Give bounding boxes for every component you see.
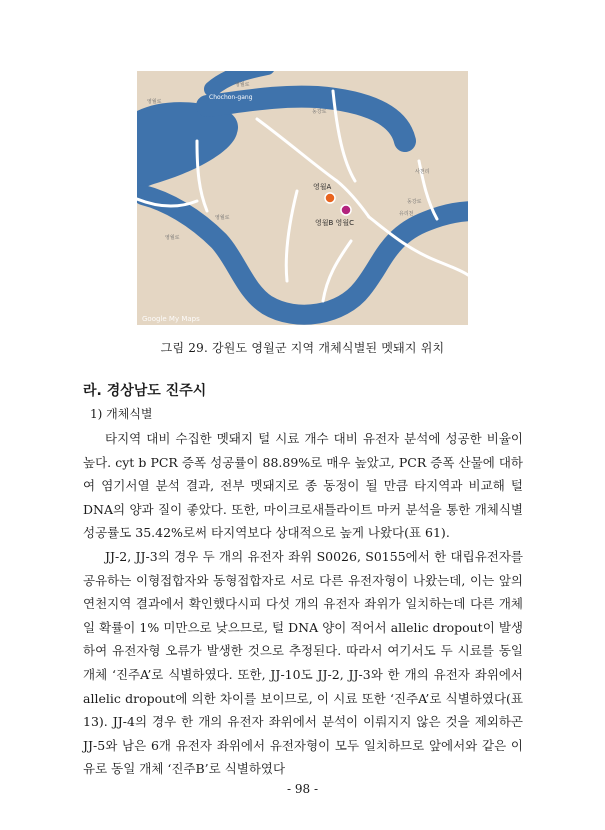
road-label: 영월로 — [165, 235, 180, 241]
site-a-marker[interactable] — [325, 193, 335, 203]
road-label: 영월로 — [215, 215, 230, 221]
river-label: Chochon-gang — [209, 94, 253, 101]
road-label: 동강로 — [312, 109, 327, 115]
road-label: 영월로 — [235, 82, 250, 88]
section-heading: 라. 경상남도 진주시 — [83, 383, 207, 399]
site-a-label: 영월A — [313, 183, 332, 191]
road-label: 유리천 — [399, 211, 414, 217]
site-bc-marker[interactable] — [341, 205, 351, 215]
site-bc-label: 영월B 영월C — [315, 219, 354, 227]
map-watermark: Google My Maps — [142, 315, 200, 323]
road-label: 사천리 — [415, 169, 430, 175]
location-map[interactable] — [137, 71, 468, 325]
subsection-heading: 1) 개체식별 — [90, 407, 153, 421]
figure-caption: 그림 29. 강원도 영월군 지역 개체식별된 멧돼지 위치 — [160, 341, 445, 355]
road-label: 영월로 — [147, 99, 162, 105]
page-number: - 98 - — [286, 782, 318, 796]
paragraph-1: 타지역 대비 수집한 멧돼지 털 시료 개수 대비 유전자 분석에 성공한 비율이 높다. cyt b PCR 증폭 성공률이 88.89%로 매우 높았고, PCR 증폭 산물에 대하여 염기서열 분석 결과, 전부 멧돼지로 종 동정이 될 만큼 타지역과 비교해 털 DNA의 양과 질이 좋았다. 또한, 마이크로새틀라이트 마커 분석을 통한 개체식별 성공률도 35.42%로써 타지역보다 상대적으로 높게 나왔다(표 61). — [83, 431, 523, 541]
paragraph-2: JJ-2, JJ-3의 경우 두 개의 유전자 좌위 S0026, S0155에서 한 대립유전자를 공유하는 이형접합자와 동형접합자로 서로 다른 유전자형이 나왔는데, 이는 앞의 연천지역 결과에서 확인했다시피 다섯 개의 유전자 좌위가 일치하는데 다른 개체일 확률이 1% 미만으로 낮으므로, 털 DNA 양이 적어서 allelic dropout이 발생하여 유전자형 오류가 발생한 것으로 추정된다. 따라서 여기서도 두 시료를 동일 개체 ‘진주A’로 식별하였다. 또한, JJ-10도 JJ-2, JJ-3와 한 개의 유전자 좌위에서 allelic dropout에 의한 차이를 보이므로, 이 시료 또한 ‘진주A’로 식별하였다(표 13). JJ-4의 경우 한 개의 유전자 좌위에서 분석이 이뤄지지 않은 것을 제외하곤 JJ-5와 남은 6개 유전자 좌위에서 유전자형이 모두 일치하므로 앞에서와 같은 이유로 동일 개체 ‘진주B’로 식별하였다 — [83, 549, 523, 777]
road-label: 동강로 — [407, 199, 422, 205]
